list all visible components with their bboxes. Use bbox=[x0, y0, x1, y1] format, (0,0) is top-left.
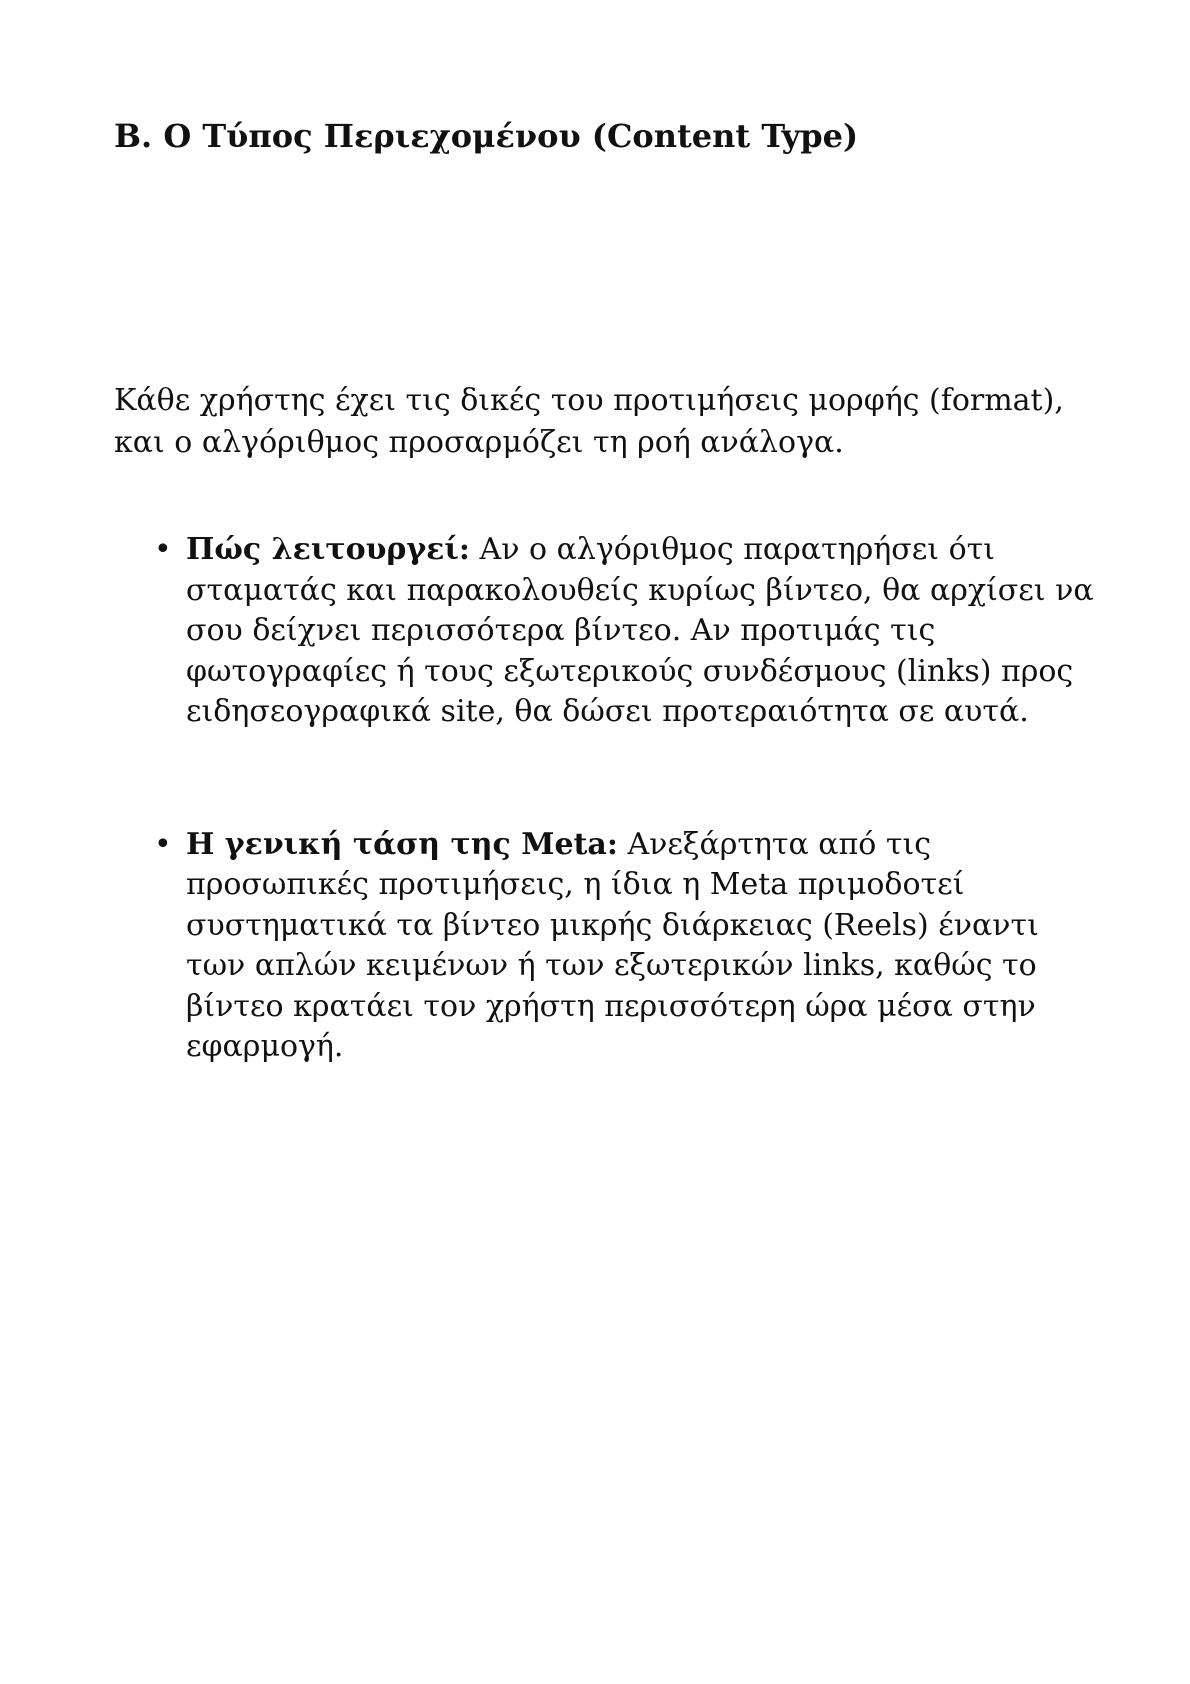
bullet-text bbox=[186, 825, 1106, 1068]
intro-paragraph: Κάθε χρήστης έχει τις δικές του προτιμήσεις μορφής (format), και ο αλγόριθμος προσαρμόζει τη ροή ανάλογα. bbox=[114, 383, 1064, 460]
section-heading: Β. Ο Τύπος Περιεχομένου (Content Type) bbox=[114, 117, 859, 155]
bullet-item-meta-trend bbox=[114, 825, 1074, 1068]
bullet-text bbox=[186, 530, 1106, 733]
bullet-icon: • bbox=[154, 532, 172, 567]
bullet-item-how-it-works bbox=[114, 530, 1094, 733]
bullet-label: Πώς λειτουργεί: bbox=[186, 532, 470, 567]
bullet-list bbox=[114, 530, 1094, 1068]
bullet-label: Η γενική τάση της Meta: bbox=[186, 826, 618, 862]
bullet-icon: • bbox=[154, 826, 172, 862]
bullet-body: Ανεξάρτητα από τις προσωπικές προτιμήσεις, η ίδια η Meta πριμοδοτεί συστηματικά τα βίντεο μικρής διάρκειας (Reels) έναντι των απλών κειμένων ή των εξωτερικών links, καθώς το βίντεο κρατάει τον χρήστη περισσότερη ώρα μέσα στην εφαρμογή. bbox=[186, 826, 1039, 1064]
bullet-body: Αν ο αλγόριθμος παρατηρήσει ότι σταματάς και παρακολουθείς κυρίως βίντεο, θα αρχίσει να σου δείχνει περισσότερα βίντεο. Αν προτιμάς τις φωτογραφίες ή τους εξωτερικούς συνδέσμους (links) προς ειδησεογραφικά site, θα δώσει προτεραιότητα σε αυτά. bbox=[186, 532, 1094, 729]
